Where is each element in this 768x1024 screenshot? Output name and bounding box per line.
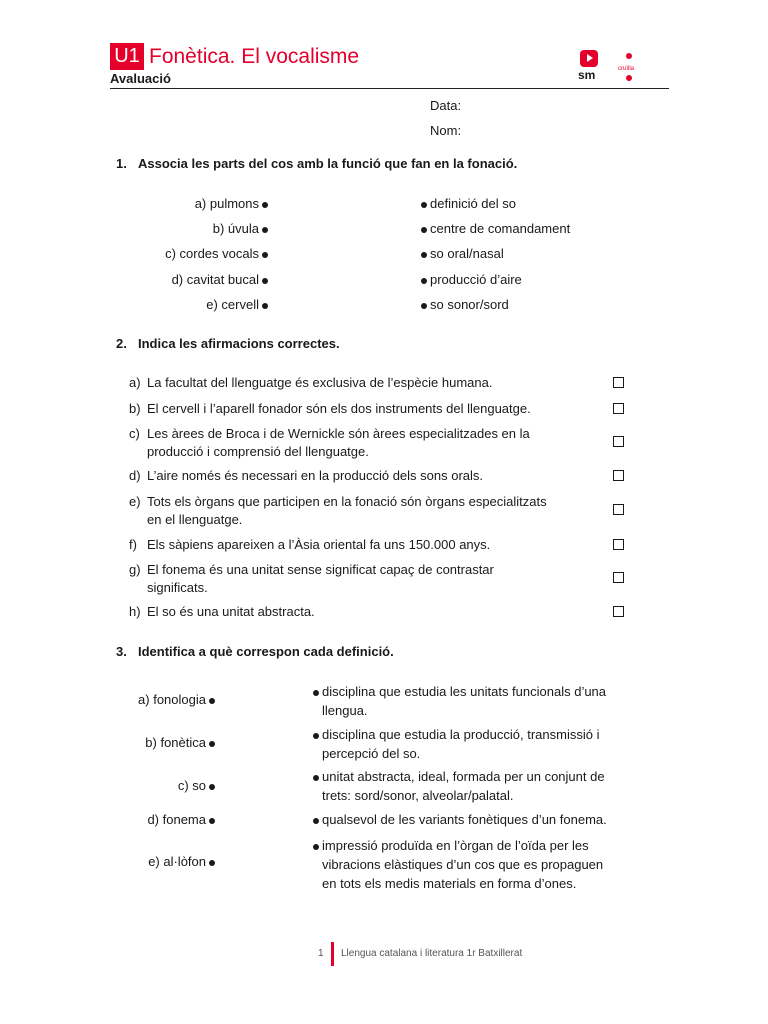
q2-statement: e) Tots els òrgans que participen en la fonació són òrgans especialitzats en el llenguatge. — [129, 494, 547, 527]
bullet-icon — [421, 202, 427, 208]
bullet-icon — [313, 775, 319, 781]
bullet-icon — [313, 733, 319, 739]
statement-checkbox[interactable] — [613, 436, 624, 447]
q3-left-item: a) fonologia — [100, 692, 218, 707]
bullet-icon — [262, 278, 268, 284]
q1-right-item: centre de comandament — [418, 221, 570, 236]
q1-right-item: producció d’aire — [418, 272, 522, 287]
question-3-title: 3. Identifica a què correspon cada definició. — [116, 644, 394, 659]
footer-divider — [331, 942, 334, 966]
bullet-icon — [209, 818, 215, 824]
bullet-icon — [421, 252, 427, 258]
q1-left-item: c) cordes vocals — [130, 246, 271, 261]
q2-statement: c) Les àrees de Broca i de Wernickle són àrees especialitzades en la producció i comprensió del llenguatge. — [129, 426, 530, 459]
bullet-icon — [262, 252, 268, 258]
q3-right-item: disciplina que estudia la producció, transmissió i percepció del so. — [310, 725, 650, 763]
sm-logo — [578, 50, 602, 86]
q2-statement: g) El fonema és una unitat sense significat capaç de contrastar significats. — [129, 562, 494, 595]
statement-checkbox[interactable] — [613, 539, 624, 550]
q3-right-item: qualsevol de les variants fonètiques d’un fonema. — [310, 810, 650, 829]
footer-text: Llengua catalana i literatura 1r Batxillerat — [341, 948, 523, 959]
statement-checkbox[interactable] — [613, 606, 624, 617]
cruilla-dot-icon — [626, 75, 632, 81]
bullet-icon — [209, 741, 215, 747]
statement-checkbox[interactable] — [613, 470, 624, 481]
bullet-icon — [262, 227, 268, 233]
sm-logo-text: sm — [578, 68, 596, 82]
q3-left-item: b) fonètica — [100, 735, 218, 750]
bullet-icon — [313, 818, 319, 824]
bullet-icon — [209, 784, 215, 790]
question-1-title: 1. Associa les parts del cos amb la funció que fan en la fonació. — [116, 156, 518, 171]
bullet-icon — [209, 860, 215, 866]
q1-right-item: so oral/nasal — [418, 246, 504, 261]
q3-left-item: d) fonema — [100, 812, 218, 827]
play-icon — [580, 50, 598, 67]
page-subtitle: Avaluació — [110, 71, 171, 86]
q1-left-item: e) cervell — [130, 297, 271, 312]
statement-checkbox[interactable] — [613, 377, 624, 388]
header-divider — [110, 88, 669, 89]
q2-statement: d) L’aire només és necessari en la producció dels sons orals. — [129, 468, 484, 483]
bullet-icon — [209, 698, 215, 704]
q2-statement: a) La facultat del llenguatge és exclusiva de l’espècie humana. — [129, 375, 493, 390]
cruilla-logo-text: cruïlla — [617, 66, 634, 72]
q3-right-item: impressió produïda en l’òrgan de l’oïda per les vibracions elàstiques d’un cos que es propaguen en tots els medis materials en forma d’ones. — [310, 836, 650, 893]
bullet-icon — [421, 278, 427, 284]
q1-left-item: d) cavitat bucal — [130, 272, 271, 287]
statement-checkbox[interactable] — [613, 572, 624, 583]
name-label: Nom: — [430, 123, 462, 138]
bullet-icon — [313, 844, 319, 850]
bullet-icon — [262, 202, 268, 208]
unit-badge: U1 — [110, 43, 144, 70]
q3-right-item: unitat abstracta, ideal, formada per un conjunt de trets: sord/sonor, alveolar/palatal. — [310, 767, 650, 805]
bullet-icon — [421, 303, 427, 309]
cruilla-logo — [614, 53, 638, 85]
q3-left-item: c) so — [100, 778, 218, 793]
page-number: 1 — [318, 948, 324, 959]
date-label: Data: — [430, 98, 462, 113]
question-2-title: 2. Indica les afirmacions correctes. — [116, 336, 340, 351]
q1-left-item: b) úvula — [130, 221, 271, 236]
bullet-icon — [421, 227, 427, 233]
q3-left-item: e) al·lòfon — [100, 854, 218, 869]
statement-checkbox[interactable] — [613, 403, 624, 414]
cruilla-dot-icon — [626, 53, 632, 59]
q2-statement: h) El so és una unitat abstracta. — [129, 604, 315, 619]
q2-statement: f) Els sàpiens apareixen a l’Àsia oriental fa uns 150.000 anys. — [129, 537, 491, 552]
page-title: Fonètica. El vocalisme — [149, 45, 360, 68]
q1-right-item: so sonor/sord — [418, 297, 509, 312]
bullet-icon — [313, 690, 319, 696]
q2-statement: b) El cervell i l’aparell fonador són els dos instruments del llenguatge. — [129, 401, 531, 416]
q1-right-item: definició del so — [418, 196, 516, 211]
bullet-icon — [262, 303, 268, 309]
q3-right-item: disciplina que estudia les unitats funcionals d’una llengua. — [310, 682, 650, 720]
statement-checkbox[interactable] — [613, 504, 624, 515]
q1-left-item: a) pulmons — [130, 196, 271, 211]
